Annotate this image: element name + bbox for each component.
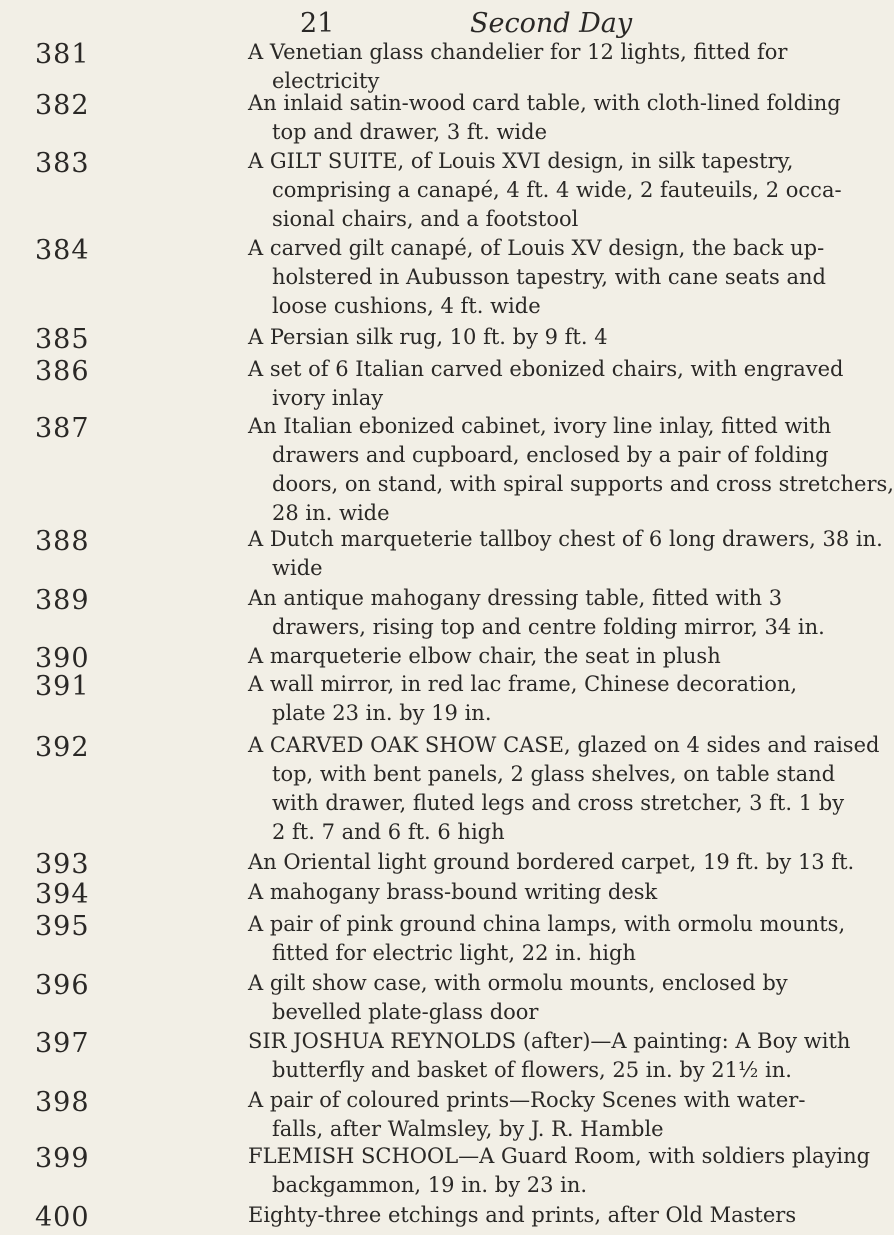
lot-description-line: electricity	[272, 69, 380, 93]
lot-description-line: drawers, rising top and centre folding mirror, 34 in.	[272, 615, 825, 639]
lot-description-line: An antique mahogany dressing table, fitted with 3	[248, 586, 783, 610]
lot-description	[248, 731, 880, 847]
lot-description	[248, 878, 807, 907]
lot-description	[248, 670, 807, 728]
lot-description-line: Eighty-three etchings and prints, after Old Masters	[248, 1203, 797, 1227]
lot-number: 383	[35, 148, 90, 179]
lot-description	[248, 1201, 807, 1230]
day-title: Second Day	[470, 8, 633, 39]
lot-number: 392	[35, 732, 90, 763]
lot-description	[248, 1027, 851, 1085]
lot-number: 396	[35, 970, 90, 1001]
lot-number: 390	[35, 643, 90, 674]
lot-description-line: sional chairs, and a footstool	[272, 207, 579, 231]
lot-description	[248, 642, 807, 671]
lot-number: 388	[35, 526, 90, 557]
lot-description-line: A GILT SUITE, of Louis XVI design, in silk tapestry,	[248, 149, 794, 173]
lot-description-line: A CARVED OAK SHOW CASE, glazed on 4 sides and raised	[248, 733, 880, 757]
lot-description-line: comprising a canapé, 4 ft. 4 wide, 2 fauteuils, 2 occa-	[272, 178, 842, 202]
lot-number: 387	[35, 413, 90, 444]
lot-number: 389	[35, 585, 90, 616]
lot-number: 393	[35, 849, 90, 880]
lot-description-line: An inlaid satin-wood card table, with cloth-lined folding	[248, 91, 841, 115]
lot-description-line: fitted for electric light, 22 in. high	[272, 941, 636, 965]
lot-description-line: falls, after Walmsley, by J. R. Hamble	[272, 1117, 664, 1141]
lot-description-line: butterfly and basket of flowers, 25 in. by 21½ in.	[272, 1058, 792, 1082]
lot-description-line: A wall mirror, in red lac frame, Chinese decoration,	[248, 672, 798, 696]
lot-number: 395	[35, 911, 90, 942]
lot-description-line: A carved gilt canapé, of Louis XV design, the back up-	[248, 236, 825, 260]
lot-description-line: top, with bent panels, 2 glass shelves, on table stand	[272, 762, 836, 786]
lot-description	[248, 1086, 807, 1144]
lot-description-line: A gilt show case, with ormolu mounts, enclosed by	[248, 971, 788, 995]
lot-number: 384	[35, 235, 90, 266]
lot-description-line: plate 23 in. by 19 in.	[272, 701, 492, 725]
lot-description-line: A pair of pink ground china lamps, with ormolu mounts,	[248, 912, 846, 936]
lot-description	[248, 525, 883, 583]
lot-number: 397	[35, 1028, 90, 1059]
lot-description	[248, 89, 841, 147]
lot-description	[248, 355, 844, 413]
lot-description	[248, 412, 894, 528]
lot-number: 398	[35, 1087, 90, 1118]
lot-description-line: bevelled plate-glass door	[272, 1000, 539, 1024]
lot-description-line: An Oriental light ground bordered carpet, 19 ft. by 13 ft.	[248, 850, 855, 874]
lot-number: 400	[35, 1202, 90, 1233]
lot-number: 399	[35, 1143, 90, 1174]
lot-description-line: with drawer, fluted legs and cross stretcher, 3 ft. 1 by	[272, 791, 845, 815]
lot-number: 386	[35, 356, 90, 387]
lot-description	[248, 910, 846, 968]
lot-description	[248, 323, 807, 352]
lot-number: 382	[35, 90, 90, 121]
lot-description-line: top and drawer, 3 ft. wide	[272, 120, 548, 144]
lot-description-line: A Persian silk rug, 10 ft. by 9 ft. 4	[248, 325, 608, 349]
lot-description	[248, 147, 842, 234]
lot-description-line: A Venetian glass chandelier for 12 lights, fitted for	[248, 40, 788, 64]
lot-number: 391	[35, 671, 90, 702]
lot-description-line: loose cushions, 4 ft. wide	[272, 294, 541, 318]
lot-description	[248, 584, 825, 642]
lot-description-line: ivory inlay	[272, 386, 384, 410]
lot-description-line: An Italian ebonized cabinet, ivory line inlay, fitted with	[248, 414, 832, 438]
lot-number: 385	[35, 324, 90, 355]
page-number: 21	[300, 8, 335, 39]
lot-description-line: SIR JOSHUA REYNOLDS (after)—A painting: A Boy with	[248, 1029, 851, 1053]
lot-description-line: A mahogany brass-bound writing desk	[248, 880, 658, 904]
lot-description	[248, 38, 807, 96]
lot-description-line: drawers and cupboard, enclosed by a pair of folding	[272, 443, 829, 467]
lot-description-line: 28 in. wide	[272, 501, 390, 525]
lot-description-line: A set of 6 Italian carved ebonized chairs, with engraved	[248, 357, 844, 381]
lot-description-line: A Dutch marqueterie tallboy chest of 6 long drawers, 38 in.	[248, 527, 883, 551]
lot-description-line: A marqueterie elbow chair, the seat in plush	[248, 644, 721, 668]
lot-description-line: backgammon, 19 in. by 23 in.	[272, 1173, 588, 1197]
lot-description-line: FLEMISH SCHOOL—A Guard Room, with soldiers playing	[248, 1144, 871, 1168]
lot-description	[248, 1142, 871, 1200]
lot-description	[248, 848, 855, 877]
lot-description	[248, 969, 807, 1027]
lot-number: 381	[35, 39, 90, 70]
lot-description-line: wide	[272, 556, 323, 580]
lot-description-line: doors, on stand, with spiral supports and cross stretchers,	[272, 472, 894, 496]
lot-description-line: holstered in Aubusson tapestry, with cane seats and	[272, 265, 826, 289]
lot-description	[248, 234, 826, 321]
lot-number: 394	[35, 879, 90, 910]
lot-description-line: 2 ft. 7 and 6 ft. 6 high	[272, 820, 505, 844]
lot-description-line: A pair of coloured prints—Rocky Scenes with water-	[248, 1088, 806, 1112]
